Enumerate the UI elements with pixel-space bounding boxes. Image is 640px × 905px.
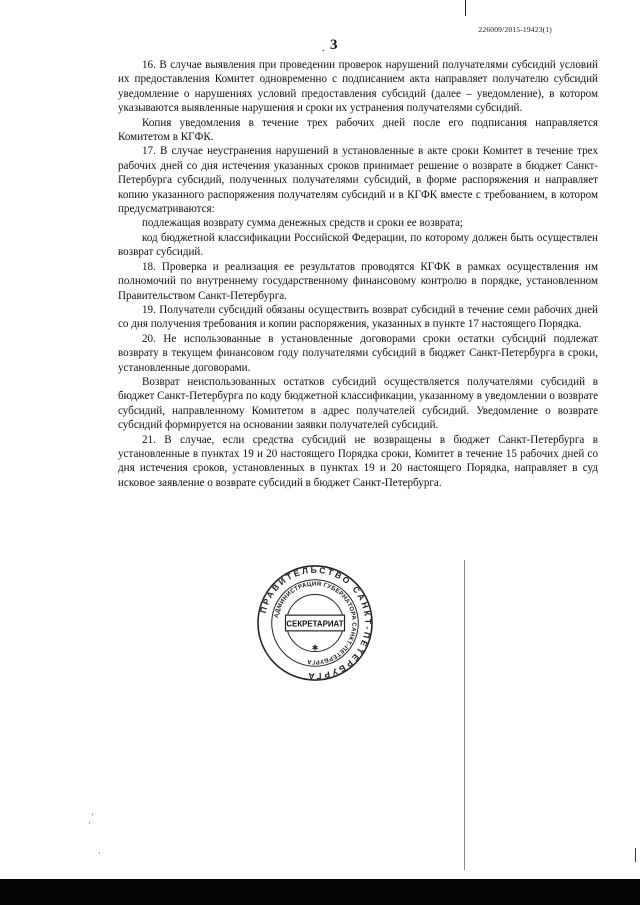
scan-speck: · [98,848,101,858]
page-number-dot: . [322,43,325,54]
document-id: 226009/2015-19423(1) [478,25,552,34]
scan-fold-line [464,560,465,870]
paragraph-16: 16. В случае выявления при проведении проверок нарушений получателями субсидий условий их предоставления Комитет одновременно с подписанием акта направляет получателю субсидий уведомление о нарушениях условий предоставления субсидий (далее – уведомление), в котором указываются выявленные нарушения и сроки их устранения получателями субсидий. [118,59,598,115]
official-stamp [256,564,374,682]
document-body [118,58,598,490]
stamp-star-icon: ✱ [311,643,319,653]
paragraph-17: 17. В случае неустранения нарушений в установленные в акте сроки Комитет в течение трех рабочих дней со дня истечения указанных сроков принимает решение о возврате в бюджет Санкт-Петербурга субсидий, полученных получателями субсидий, в форме распоряжения и направляет копию указанного распоряжения получателям субсидий и в КГФК вместе с требованием, в котором предусматриваются: [118,145,598,216]
paragraph-return: Возврат неиспользованных остатков субсидий осуществляется получателями субсидий в бюджет Санкт-Петербурга по коду бюджетной классификации, указанному в уведомлении о возврате субсидий, направленному Комитетом в адрес получателей субсидий. Уведомление о возврате субсидий формируется на основании заявки получателей субсидий. [118,375,598,432]
paragraph-21: 21. В случае, если средства субсидий не возвращены в бюджет Санкт-Петербурга в установленные в пунктах 19 и 20 настоящего Порядка сроки, Комитет в течение 15 рабочих дней со дня истечения сроков, установленных в пунктах 19 и 20 настоящего Порядка, направляет в суд исковое заявление о возврате субсидий в бюджет Санкт-Петербурга. [118,433,598,489]
paragraph-code: код бюджетной классификации Российской Федерации, по которому должен быть осуществлен возврат субсидий. [118,231,598,259]
scan-speck: ' [92,812,94,822]
stamp-inner-text: АДМИНИСТРАЦИЯ ГУБЕРНАТОРА САНКТ-ПЕТЕРБУРГА [272,580,358,666]
paragraph-19: 19. Получатели субсидий обязаны осуществить возврат субсидий в течение семи рабочих дней со дня получения требования и копии распоряжения, указанных в пункте 17 настоящего Порядка. [118,303,598,331]
scan-edge-mark [635,848,636,862]
stamp-center-text: СЕКРЕТАРИАТ [286,619,344,629]
page-number: 3 [330,37,338,53]
scan-mark [465,0,466,16]
stamp-outer-text: ПРАВИТЕЛЬСТВО САНКТ-ПЕТЕРБУРГА [257,564,374,682]
paragraph-18: 18. Проверка и реализация ее результатов проводятся КГФК в рамках осуществления им полномочий по внутреннему государственному финансовому контролю в порядке, установленном Правительством Санкт-Петербурга. [118,260,598,302]
scan-border [0,879,640,905]
paragraph-sum: подлежащая возврату сумма денежных средств и сроки ее возврата; [142,217,464,230]
paragraph-copy: Копия уведомления в течение трех рабочих дней после его подписания направляется Комитетом в КГФК. [118,116,598,144]
scan-speck: · [88,818,91,828]
paragraph-20: 20. Не использованные в установленные договорами сроки остатки субсидий подлежат возврату в текущем финансовом году получателями субсидий в бюджет Санкт-Петербурга в сроки, установленные договорами. [118,332,598,374]
